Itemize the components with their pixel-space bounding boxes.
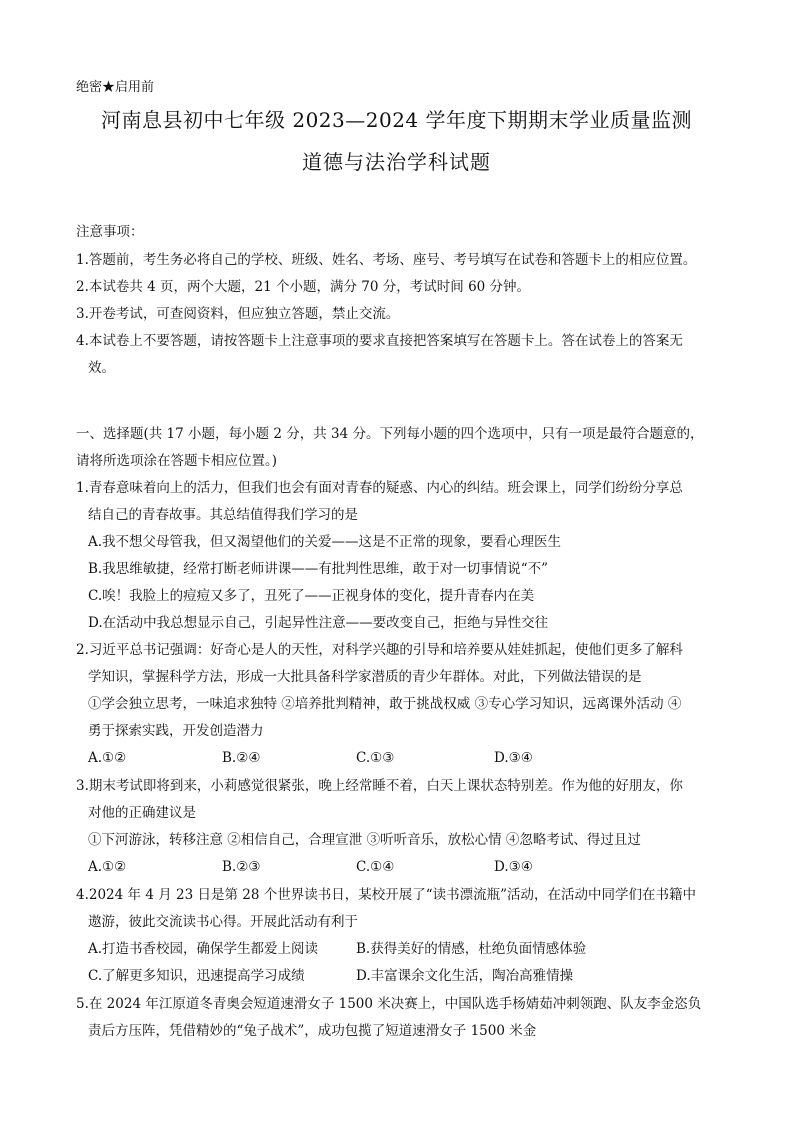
q4-stem: 4.2024 年 4 月 23 日是第 28 个世界读书日，某校开展了“读书漂流瓶”活动，在活动中同学们在书籍中 xyxy=(76,887,697,903)
note-1: 1.答题前，考生务必将自己的学校、班级、姓名、考场、座号、考号填写在试卷和答题卡上的相应位置。 xyxy=(76,252,697,268)
q5-stem-cont: 责后方压阵，凭借精妙的“兔子战术”，成功包揽了短道速滑女子 1500 米金 xyxy=(88,1023,537,1039)
section-1-instructions: 一、选择题(共 17 小题，每小题 2 分，共 34 分。下列每小题的四个选项中，只有一项是最符合题意的， xyxy=(76,426,704,442)
q1-stem: 1.青春意味着向上的活力，但我们也会有面对青春的疑惑、内心的纠结。班会课上，同学们纷纷分享总 xyxy=(76,480,683,496)
note-2: 2.本试卷共 4 页，两个大题，21 个小题，满分 70 分，考试时间 60 分钟。 xyxy=(76,279,531,295)
q2-option-b: B.②④ xyxy=(222,750,261,766)
q3-items: ①下河游泳，转移注意 ②相信自己，合理宣泄 ③听听音乐，放松心情 ④忽略考试、得过且过 xyxy=(88,832,641,848)
note-4: 4.本试卷上不要答题，请按答题卡上注意事项的要求直接把答案填写在答题卡上。答在试卷上的答案无 xyxy=(76,333,683,349)
q1-stem-cont: 结自己的青春故事。其总结值得我们学习的是 xyxy=(88,507,358,523)
q1-option-a: A.我不想父母管我，但又渴望他们的关爱——这是不正常的现象，要看心理医生 xyxy=(88,534,562,550)
q3-stem: 3.期末考试即将到来，小莉感觉很紧张，晚上经常睡不着，白天上课状态特别差。作为他的好朋友，你 xyxy=(76,778,683,794)
q3-option-a: A.①② xyxy=(88,859,127,875)
q4-option-b: B.获得美好的情感，杜绝负面情感体验 xyxy=(356,941,587,957)
notes-heading: 注意事项： xyxy=(76,224,144,240)
q3-option-c: C.①④ xyxy=(356,859,395,875)
q2-items: ①学会独立思考，一味追求独特 ②培养批判精神，敢于挑战权威 ③专心学习知识，远离课外活动 ④ xyxy=(88,696,682,712)
q2-option-c: C.①③ xyxy=(356,750,395,766)
q1-option-c: C.唉！我脸上的痘痘又多了，丑死了——正视身体的变化，提升青春内在美 xyxy=(88,588,535,604)
q3-stem-cont: 对他的正确建议是 xyxy=(88,805,196,821)
q2-stem: 2.习近平总书记强调：好奇心是人的天性，对科学兴趣的引导和培养要从娃娃抓起，使他们更多了解科 xyxy=(76,642,683,658)
q2-items-cont: 勇于探索实践，开发创造潜力 xyxy=(88,723,264,739)
q2-stem-cont: 学知识，掌握科学方法，形成一大批具备科学家潜质的青少年群体。对此，下列做法错误的是 xyxy=(88,669,642,685)
q1-option-d: D.在活动中我总想显示自己，引起异性注意——要改变自己，拒绝与异性交往 xyxy=(88,615,549,631)
q5-stem: 5.在 2024 年江原道冬青奥会短道速滑女子 1500 米决赛上，中国队选手杨婧茹冲刺领跑、队友李金恣负 xyxy=(76,996,702,1012)
q4-option-c: C.了解更多知识，迅速提高学习成绩 xyxy=(88,968,305,984)
secret-label: 绝密★启用前 xyxy=(76,80,155,95)
q3-option-d: D.③④ xyxy=(494,859,533,875)
q3-option-b: B.②③ xyxy=(222,859,261,875)
q2-option-d: D.③④ xyxy=(494,750,533,766)
q4-stem-cont: 遨游，彼此交流读书心得。开展此活动有利于 xyxy=(88,914,358,930)
note-4-cont: 效。 xyxy=(88,360,115,376)
q4-option-d: D.丰富课余文化生活，陶冶高雅情操 xyxy=(356,968,574,984)
q4-option-a: A.打造书香校园，确保学生都爱上阅读 xyxy=(88,941,319,957)
q2-option-a: A.①② xyxy=(88,750,127,766)
q1-option-b: B.我思维敏捷，经常打断老师讲课——有批判性思维，敢于对一切事情说“不” xyxy=(88,561,549,577)
exam-subtitle: 道德与法治学科试题 xyxy=(302,150,491,174)
section-1-instructions-cont: 请将所选项涂在答题卡相应位置。) xyxy=(76,453,278,469)
note-3: 3.开卷考试，可查阅资料，但应独立答题，禁止交流。 xyxy=(76,306,400,322)
exam-title: 河南息县初中七年级 2023—2024 学年度下期期末学业质量监测 xyxy=(100,108,692,132)
